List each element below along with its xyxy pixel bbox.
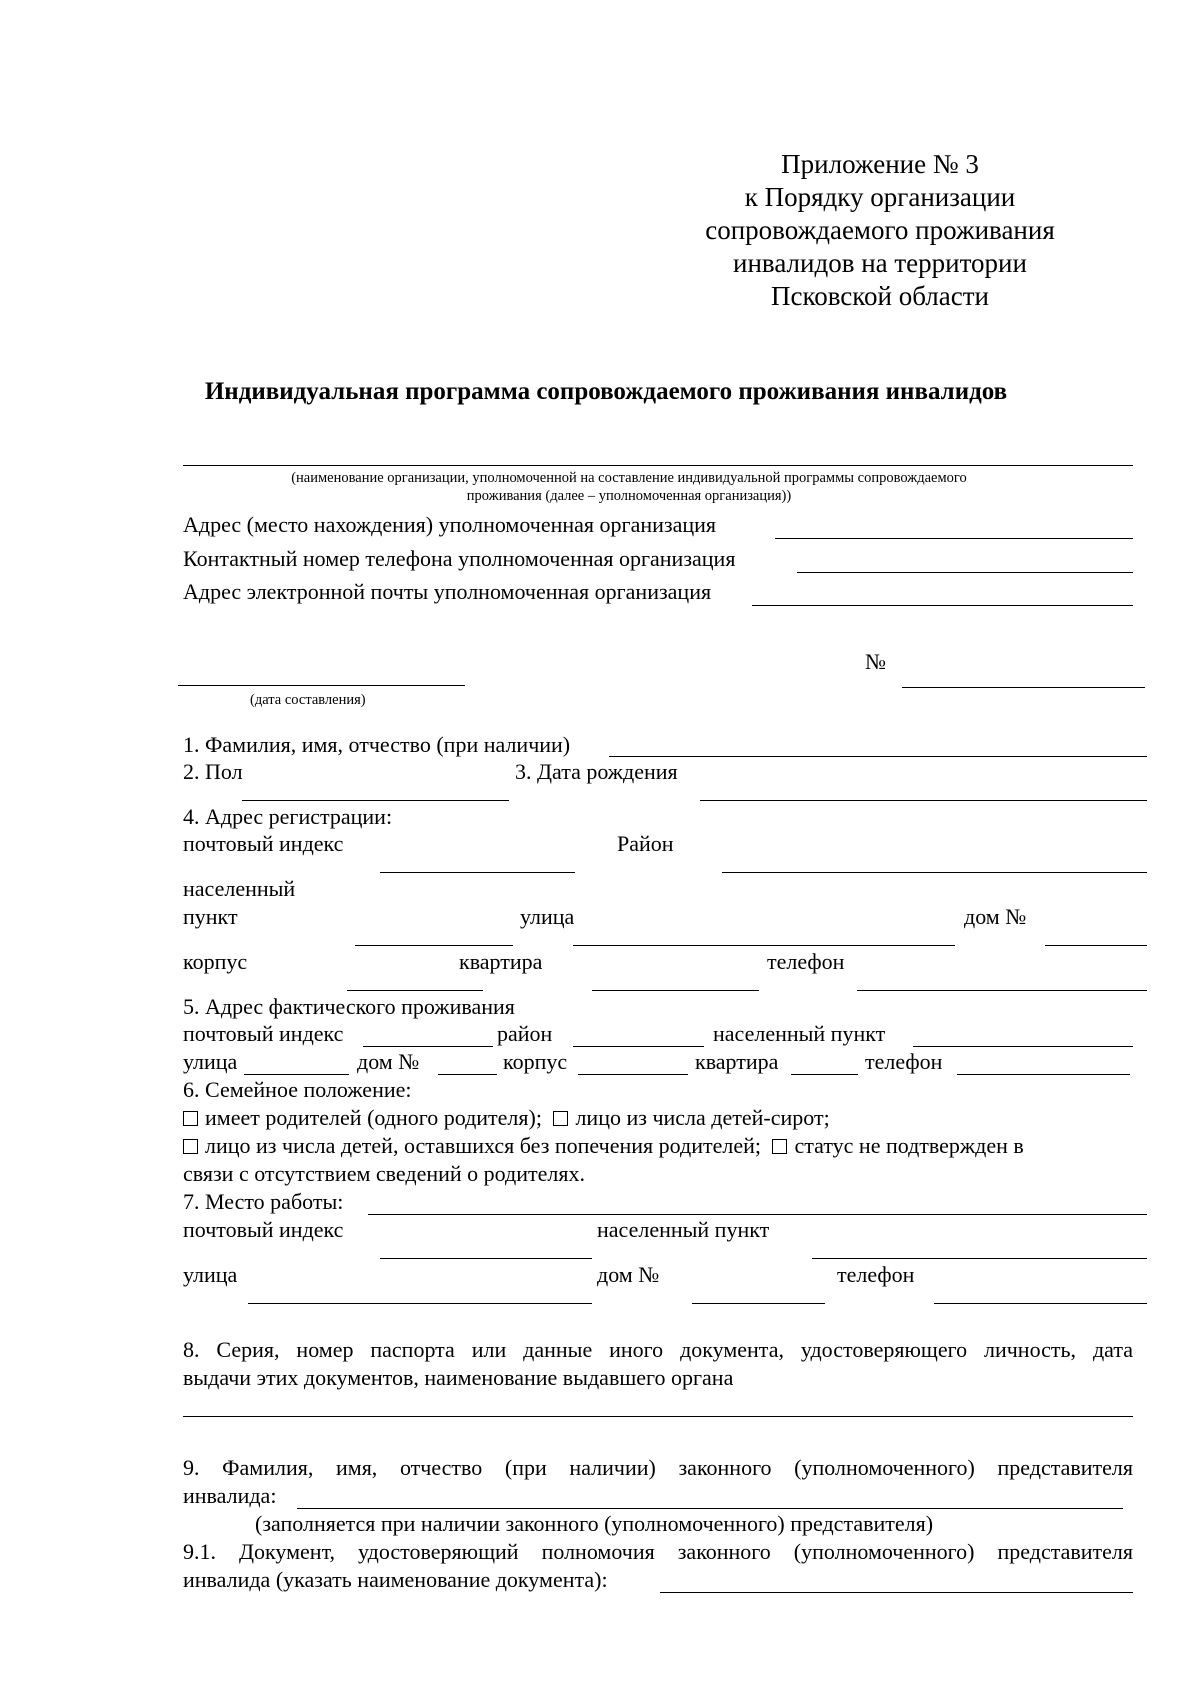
actual-locality-line[interactable] [913, 1046, 1133, 1047]
field-9-representative-label-2: инвалида: [183, 1483, 277, 1508]
passport-line[interactable] [183, 1416, 1133, 1417]
appendix-ref-line5: Псковской области [770, 281, 989, 311]
doc-number-label: № [865, 649, 886, 674]
actual-building-label: корпус [503, 1049, 568, 1074]
authority-doc-line[interactable] [660, 1592, 1133, 1593]
field-1-fullname-label: 1. Фамилия, имя, отчество (при наличии) [183, 732, 571, 757]
reg-house-line[interactable] [1045, 945, 1147, 946]
field-8-passport-label-2: выдачи этих документов, наименование выдавшего органа [183, 1365, 734, 1390]
appendix-ref-line3: сопровождаемого проживания [705, 215, 1055, 245]
reg-building-line[interactable] [347, 990, 483, 991]
date-line[interactable] [178, 685, 465, 686]
appendix-ref-line2: к Порядку организации [744, 182, 1016, 212]
reg-locality-label-1: населенный [183, 876, 296, 901]
reg-house-label: дом № [964, 904, 1027, 929]
actual-apartment-line[interactable] [791, 1074, 858, 1075]
actual-phone-label: телефон [865, 1049, 943, 1074]
work-street-label: улица [183, 1262, 238, 1287]
reg-street-line[interactable] [573, 945, 955, 946]
reg-phone-label: телефон [767, 949, 845, 974]
family-status-row-2 [183, 1134, 1024, 1158]
reg-phone-line[interactable] [857, 990, 1147, 991]
checkbox-status-unconfirmed[interactable] [772, 1139, 787, 1154]
representative-note: (заполняется при наличии законного (уполномоченного) представителя) [255, 1511, 934, 1536]
actual-street-label: улица [183, 1049, 238, 1074]
field-3-dob-line[interactable] [700, 800, 1147, 801]
reg-postal-index-line[interactable] [380, 872, 575, 873]
representative-name-line[interactable] [297, 1508, 1123, 1509]
actual-postal-index-line[interactable] [363, 1046, 493, 1047]
field-3-dob-label: 3. Дата рождения [515, 759, 678, 784]
actual-house-line[interactable] [438, 1074, 497, 1075]
reg-building-label: корпус [183, 949, 248, 974]
organization-caption-2: проживания (далее – уполномоченная организация)) [466, 488, 792, 504]
org-email-line[interactable] [752, 605, 1133, 606]
appendix-ref-line4: инвалидов на территории [733, 248, 1027, 278]
work-phone-line[interactable] [934, 1303, 1147, 1304]
work-locality-line[interactable] [812, 1258, 1147, 1259]
checkbox-orphan[interactable] [553, 1111, 568, 1126]
field-6-family-status-label: 6. Семейное положение: [183, 1077, 412, 1102]
field-4-reg-address-label: 4. Адрес регистрации: [183, 804, 393, 829]
actual-district-line[interactable] [573, 1046, 704, 1047]
work-house-line[interactable] [692, 1303, 825, 1304]
work-postal-index-label: почтовый индекс [183, 1217, 344, 1242]
org-phone-label: Контактный номер телефона уполномоченная организация [183, 546, 736, 571]
work-postal-index-line[interactable] [380, 1258, 592, 1259]
org-address-label: Адрес (место нахождения) уполномоченная организация [183, 512, 716, 537]
actual-postal-index-label: почтовый индекс [183, 1021, 344, 1046]
appendix-number: Приложение № 3 [781, 149, 979, 179]
actual-locality-label: населенный пункт [713, 1021, 886, 1046]
field-2-sex-label: 2. Пол [183, 759, 243, 784]
actual-phone-line[interactable] [957, 1074, 1130, 1075]
field-9-1-authority-doc-label-1: 9.1. Документ, удостоверяющий полномочия законного (уполномоченного) представителя [183, 1539, 1133, 1564]
organization-caption-1: (наименование организации, уполномоченной на составление индивидуальной программы сопровождаемого [291, 470, 967, 486]
field-2-sex-line[interactable] [242, 800, 509, 801]
has-parents-label: имеет родителей (одного родителя); [205, 1105, 542, 1130]
reg-locality-line[interactable] [355, 945, 513, 946]
field-1-fullname-line[interactable] [609, 756, 1147, 757]
work-phone-label: телефон [837, 1262, 915, 1287]
field-8-passport-label-1: 8. Серия, номер паспорта или данные иного документа, удостоверяющего личность, дата [183, 1337, 1133, 1362]
reg-apartment-line[interactable] [592, 990, 759, 991]
reg-postal-index-label: почтовый индекс [183, 831, 344, 856]
field-7-workplace-label: 7. Место работы: [183, 1189, 344, 1214]
reg-district-label: Район [617, 831, 674, 856]
appendix-header [610, 148, 1150, 313]
reg-locality-label-2: пункт [183, 904, 238, 929]
family-status-row-1 [183, 1106, 830, 1130]
actual-street-line[interactable] [244, 1074, 349, 1075]
workplace-line[interactable] [368, 1214, 1147, 1215]
work-house-label: дом № [597, 1262, 660, 1287]
work-locality-label: населенный пункт [597, 1217, 770, 1242]
actual-apartment-label: квартира [695, 1049, 779, 1074]
checkbox-no-parental-care[interactable] [183, 1139, 198, 1154]
actual-building-line[interactable] [578, 1074, 688, 1075]
work-street-line[interactable] [248, 1303, 592, 1304]
reg-street-label: улица [520, 904, 575, 929]
document-title: Индивидуальная программа сопровождаемого проживания инвалидов [204, 378, 1008, 405]
field-5-actual-address-label: 5. Адрес фактического проживания [183, 994, 515, 1019]
organization-name-line[interactable] [183, 465, 1133, 466]
doc-number-line[interactable] [902, 687, 1145, 688]
orphan-label: лицо из числа детей-сирот; [575, 1105, 830, 1130]
reg-apartment-label: квартира [459, 949, 543, 974]
org-email-label: Адрес электронной почты уполномоченная организация [183, 579, 712, 604]
actual-house-label: дом № [357, 1049, 420, 1074]
reg-district-line[interactable] [722, 872, 1147, 873]
field-9-1-authority-doc-label-2: инвалида (указать наименование документа): [183, 1567, 608, 1592]
status-unconfirmed-continuation: связи с отсутствием сведений о родителях. [183, 1161, 585, 1186]
checkbox-has-parents[interactable] [183, 1111, 198, 1126]
field-9-representative-label-1: 9. Фамилия, имя, отчество (при наличии) законного (уполномоченного) представителя [183, 1455, 1133, 1480]
no-parental-care-label: лицо из числа детей, оставшихся без попечения родителей; [205, 1133, 761, 1158]
actual-district-label: район [497, 1021, 553, 1046]
org-address-line[interactable] [775, 538, 1133, 539]
date-caption: (дата составления) [250, 692, 366, 708]
org-phone-line[interactable] [797, 572, 1133, 573]
status-unconfirmed-label: статус не подтвержден в [794, 1133, 1024, 1158]
